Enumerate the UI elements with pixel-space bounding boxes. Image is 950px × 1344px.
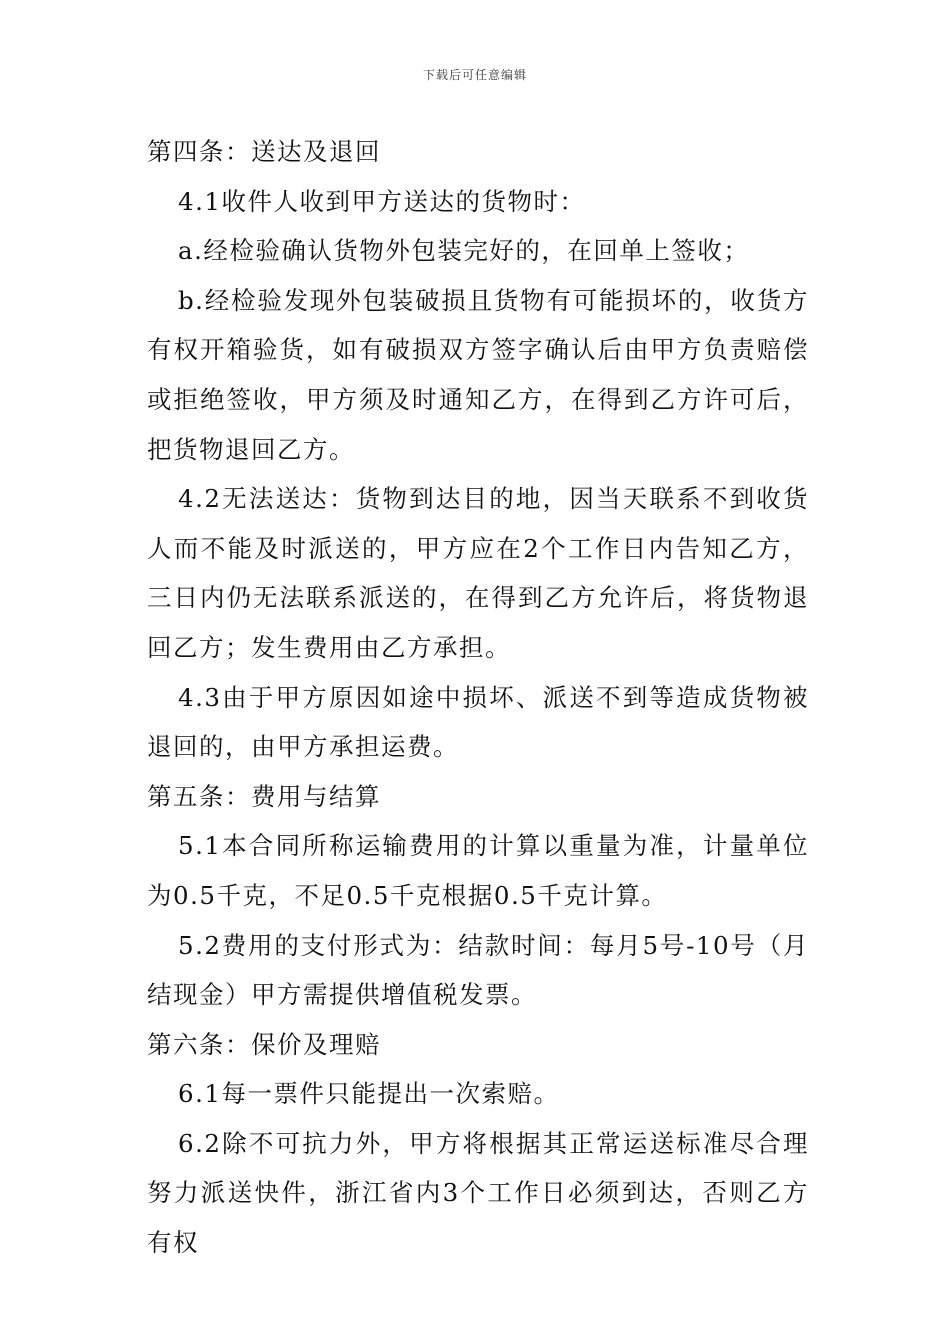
clause-5-2: 5.2费用的支付形式为：结款时间：每月5号-10号（月结现金）甲方需提供增值税发票。 bbox=[147, 930, 809, 1010]
article-6-heading: 第六条：保价及理赔 bbox=[147, 1029, 381, 1059]
document-body bbox=[147, 127, 809, 1268]
clause-4-2: 4.2无法送达：货物到达目的地，因当天联系不到收货人而不能及时派送的，甲方应在2个工作日内告知乙方，三日内仍无法联系派送的，在得到乙方允许后，将货物退回乙方；发生费用由乙方承担。 bbox=[147, 484, 809, 662]
clause-4-1: 4.1收件人收到甲方送达的货物时： bbox=[178, 186, 586, 216]
clause-4-1-a: a.经检验确认货物外包装完好的，在回单上签收； bbox=[178, 236, 750, 266]
article-4-heading: 第四条：送达及退回 bbox=[147, 137, 381, 166]
clause-5-1: 5.1本合同所称运输费用的计算以重量为准，计量单位为0.5千克，不足0.5千克根据0.5千克计算。 bbox=[147, 831, 809, 910]
article-5-heading: 第五条：费用与结算 bbox=[147, 781, 381, 811]
clause-6-1: 6.1每一票件只能提出一次索赔。 bbox=[178, 1079, 560, 1109]
clause-4-1-b: b.经检验发现外包装破损且货物有可能损坏的，收货方有权开箱验货，如有破损双方签字确认后由甲方负责赔偿或拒绝签收，甲方须及时通知乙方，在得到乙方许可后，把货物退回乙方。 bbox=[147, 285, 809, 464]
clause-6-2: 6.2除不可抗力外，甲方将根据其正常运送标准尽合理努力派送快件，浙江省内3个工作日必须到达，否则乙方有权 bbox=[147, 1128, 809, 1258]
clause-4-3: 4.3由于甲方原因如途中损坏、派送不到等造成货物被退回的，由甲方承担运费。 bbox=[147, 682, 809, 762]
page-header-note: 下载后可任意编辑 bbox=[422, 68, 527, 82]
